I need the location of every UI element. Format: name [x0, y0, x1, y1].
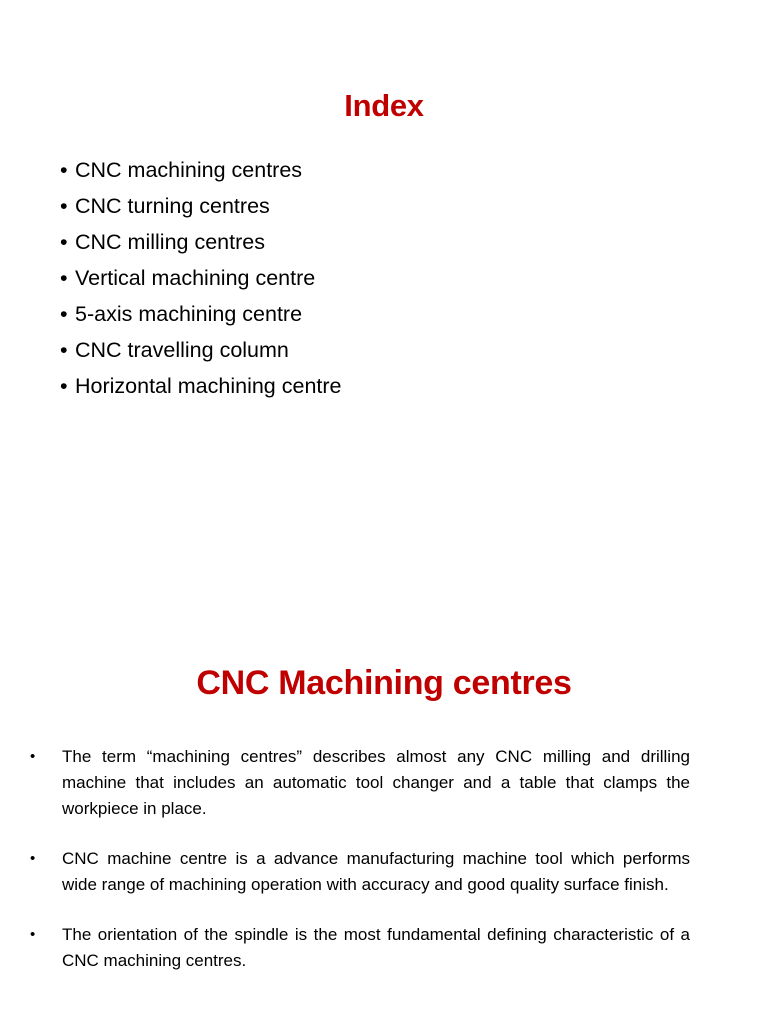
index-item: [60, 368, 342, 404]
body-paragraph: [30, 744, 690, 822]
index-item-label: CNC milling centres: [75, 230, 265, 254]
bullet-icon: •: [30, 850, 36, 867]
index-item: [60, 188, 342, 224]
bullet-icon: •: [60, 374, 68, 398]
bullet-icon: •: [60, 230, 68, 254]
index-title: Index: [344, 88, 424, 123]
index-item-label: 5-axis machining centre: [75, 302, 303, 326]
cnc-machining-centres-slide: [0, 600, 768, 1024]
index-list: [60, 152, 342, 404]
body-list: [30, 744, 690, 998]
body-paragraph: [30, 846, 690, 898]
bullet-icon: •: [60, 194, 68, 218]
bullet-icon: •: [30, 926, 36, 943]
index-item-label: CNC turning centres: [75, 194, 270, 218]
body-paragraph: [30, 922, 690, 974]
index-item: [60, 224, 342, 260]
bullet-icon: •: [60, 302, 68, 326]
bullet-icon: •: [60, 266, 68, 290]
body-paragraph-text: The term “machining centres” describes almost any CNC milling and drilling machine that includes an automatic tool changer and a table that clamps the workpiece in place.: [62, 747, 690, 818]
body-paragraph-text: CNC machine centre is a advance manufacturing machine tool which performs wide range of machining operation with accuracy and good quality surface finish.: [62, 849, 690, 894]
index-item-label: Vertical machining centre: [75, 266, 316, 290]
index-slide: [0, 0, 768, 440]
index-item: [60, 152, 342, 188]
index-item: [60, 260, 342, 296]
index-item-label: CNC machining centres: [75, 158, 303, 182]
body-paragraph-text: The orientation of the spindle is the most fundamental defining characteristic of a CNC machining centres.: [62, 925, 690, 970]
index-item-label: CNC travelling column: [75, 338, 289, 362]
bullet-icon: •: [30, 748, 36, 765]
index-item: [60, 332, 342, 368]
index-item-label: Horizontal machining centre: [75, 374, 342, 398]
bullet-icon: •: [60, 158, 68, 182]
section-title: CNC Machining centres: [196, 664, 572, 702]
bullet-icon: •: [60, 338, 68, 362]
index-item: [60, 296, 342, 332]
